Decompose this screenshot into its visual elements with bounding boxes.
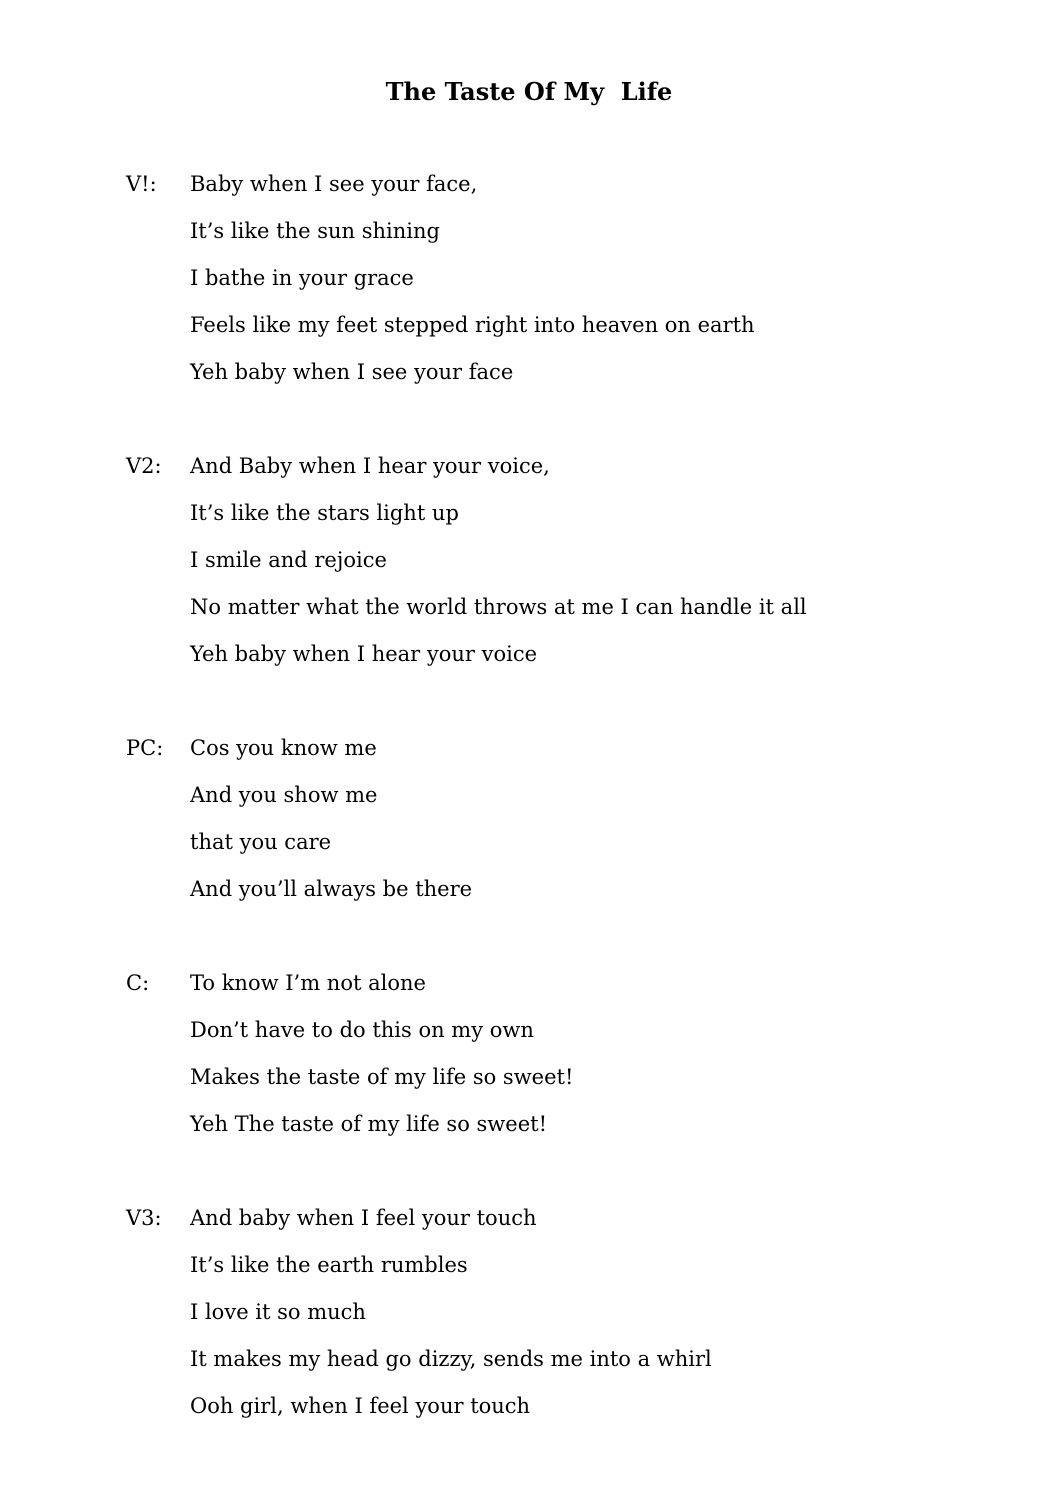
- section-label: V2:: [126, 454, 162, 478]
- section-label: V3:: [126, 1206, 162, 1230]
- lyric-line: And Baby when I hear your voice,: [190, 454, 550, 478]
- lyric-line: It’s like the sun shining: [190, 219, 440, 243]
- lyric-lines: [190, 725, 472, 913]
- lyric-line: And baby when I feel your touch: [190, 1206, 537, 1230]
- section-label: C:: [126, 971, 150, 995]
- lyric-lines: [190, 960, 573, 1148]
- lyric-line: Cos you know me: [190, 736, 377, 760]
- lyric-line: I smile and rejoice: [190, 548, 387, 572]
- lyric-line: No matter what the world throws at me I can handle it all: [190, 595, 807, 619]
- lyric-line: Makes the taste of my life so sweet!: [190, 1065, 574, 1089]
- lyric-line: It’s like the earth rumbles: [190, 1253, 468, 1277]
- lyric-line: To know I’m not alone: [190, 971, 426, 995]
- lyric-line: Feels like my feet stepped right into heaven on earth: [190, 313, 755, 337]
- lyric-line: It’s like the stars light up: [190, 501, 459, 525]
- lyric-line: It makes my head go dizzy, sends me into a whirl: [190, 1347, 712, 1371]
- lyric-line: Baby when I see your face,: [190, 172, 478, 196]
- lyric-line: I love it so much: [190, 1300, 366, 1324]
- lyric-line: Yeh baby when I hear your voice: [190, 642, 538, 666]
- lyric-line: Yeh The taste of my life so sweet!: [190, 1112, 548, 1136]
- section-label: V!:: [126, 172, 157, 196]
- lyric-line: And you show me: [190, 783, 378, 807]
- lyric-lines: [190, 1195, 712, 1430]
- lyric-line: Yeh baby when I see your face: [190, 360, 514, 384]
- lyric-lines: [190, 443, 807, 678]
- section-label: PC:: [126, 736, 164, 760]
- lyric-line: And you’ll always be there: [190, 877, 473, 901]
- lyric-line: Don’t have to do this on my own: [190, 1018, 534, 1042]
- lyric-line: I bathe in your grace: [190, 266, 414, 290]
- lyric-lines: [190, 161, 755, 396]
- lyric-line: that you care: [190, 830, 332, 854]
- lyric-line: Ooh girl, when I feel your touch: [190, 1394, 531, 1418]
- document-title: The Taste Of My Life: [385, 77, 673, 106]
